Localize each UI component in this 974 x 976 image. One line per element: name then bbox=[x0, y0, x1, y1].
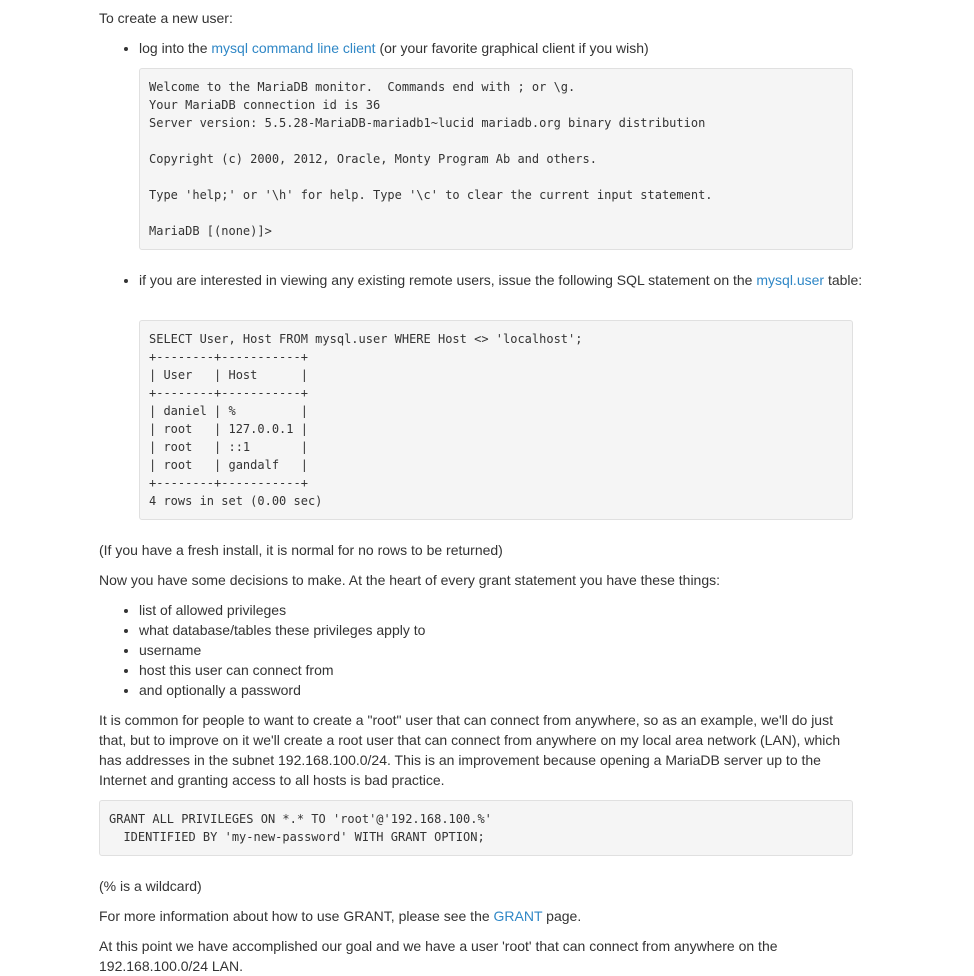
code-line: | root | ::1 | bbox=[149, 440, 308, 454]
code-line: Welcome to the MariaDB monitor. Commands end with ; or \g. bbox=[149, 80, 576, 94]
code-line: +--------+-----------+ bbox=[149, 350, 308, 364]
step2-prefix: if you are interested in viewing any existing remote users, issue the following SQL statement on the bbox=[139, 272, 757, 288]
fresh-install-note: (If you have a fresh install, it is normal for no rows to be returned) bbox=[99, 542, 503, 558]
code-line: GRANT ALL PRIVILEGES ON *.* TO 'root'@'192.168.100.%' bbox=[109, 812, 492, 826]
list-item: • host this user can connect from bbox=[139, 660, 893, 680]
code-line bbox=[149, 168, 843, 186]
mysql-client-link[interactable]: mysql command line client bbox=[211, 40, 376, 56]
steps-list-2 bbox=[99, 270, 893, 290]
final-text: At this point we have accomplished our goal and we have a user 'root' that can connect from anywhere on the 192.168.100.0/24 LAN. bbox=[99, 938, 778, 974]
grant-components-list bbox=[99, 600, 893, 700]
code-line: +--------+-----------+ bbox=[149, 476, 308, 490]
code-line: | root | 127.0.0.1 | bbox=[149, 422, 308, 436]
explanation-text: It is common for people to want to create a "root" user that can connect from anywhere, so as an example, we'll do just that, but to improve on it we'll create a root user that can connect from anywhere on my local area network (LAN), which has addresses in the subnet 192.168.100.0/24. This is an improvement because opening a MariaDB server up to the Internet and granting access to all hosts is bad practice. bbox=[99, 712, 841, 788]
list-item: • and optionally a password bbox=[139, 680, 893, 700]
code-line: MariaDB [(none)]> bbox=[149, 224, 272, 238]
sql-select-block bbox=[139, 320, 853, 520]
grant-link[interactable]: GRANT bbox=[493, 908, 543, 924]
decisions-text: Now you have some decisions to make. At the heart of every grant statement you have these things: bbox=[99, 572, 721, 588]
more-info-suffix: page. bbox=[542, 908, 582, 924]
step2-suffix: table: bbox=[824, 272, 863, 288]
code-line: Type 'help;' or '\h' for help. Type '\c' to clear the current input statement. bbox=[149, 188, 713, 202]
code-line: SELECT User, Host FROM mysql.user WHERE Host <> 'localhost'; bbox=[149, 332, 583, 346]
code-line: | User | Host | bbox=[149, 368, 308, 382]
wildcard-note: (% is a wildcard) bbox=[99, 878, 202, 894]
code-line: IDENTIFIED BY 'my-new-password' WITH GRANT OPTION; bbox=[109, 830, 485, 844]
console-output-block bbox=[139, 68, 853, 250]
mysql-user-link[interactable]: mysql.user bbox=[756, 272, 825, 288]
grant-statement-block bbox=[99, 800, 853, 856]
code-line: | daniel | % | bbox=[149, 404, 308, 418]
code-line: 4 rows in set (0.00 sec) bbox=[149, 494, 323, 508]
code-line bbox=[149, 204, 843, 222]
list-item: • list of allowed privileges bbox=[139, 600, 893, 620]
step1-prefix: log into the bbox=[139, 40, 212, 56]
list-item bbox=[139, 270, 893, 290]
code-line: +--------+-----------+ bbox=[149, 386, 308, 400]
step1-suffix: (or your favorite graphical client if you wish) bbox=[375, 40, 649, 56]
list-item: • username bbox=[139, 640, 893, 660]
list-item: • what database/tables these privileges apply to bbox=[139, 620, 893, 640]
code-line: Server version: 5.5.28-MariaDB-mariadb1~lucid mariadb.org binary distribution bbox=[149, 116, 706, 130]
intro-text: To create a new user: bbox=[99, 10, 233, 26]
code-line bbox=[149, 132, 843, 150]
code-line: Your MariaDB connection id is 36 bbox=[149, 98, 381, 112]
code-line: Copyright (c) 2000, 2012, Oracle, Monty Program Ab and others. bbox=[149, 152, 597, 166]
more-info-text bbox=[99, 906, 853, 926]
steps-list-1 bbox=[99, 38, 893, 58]
list-item bbox=[139, 38, 893, 58]
code-line: | root | gandalf | bbox=[149, 458, 308, 472]
more-info-prefix: For more information about how to use GRANT, please see the bbox=[99, 908, 494, 924]
